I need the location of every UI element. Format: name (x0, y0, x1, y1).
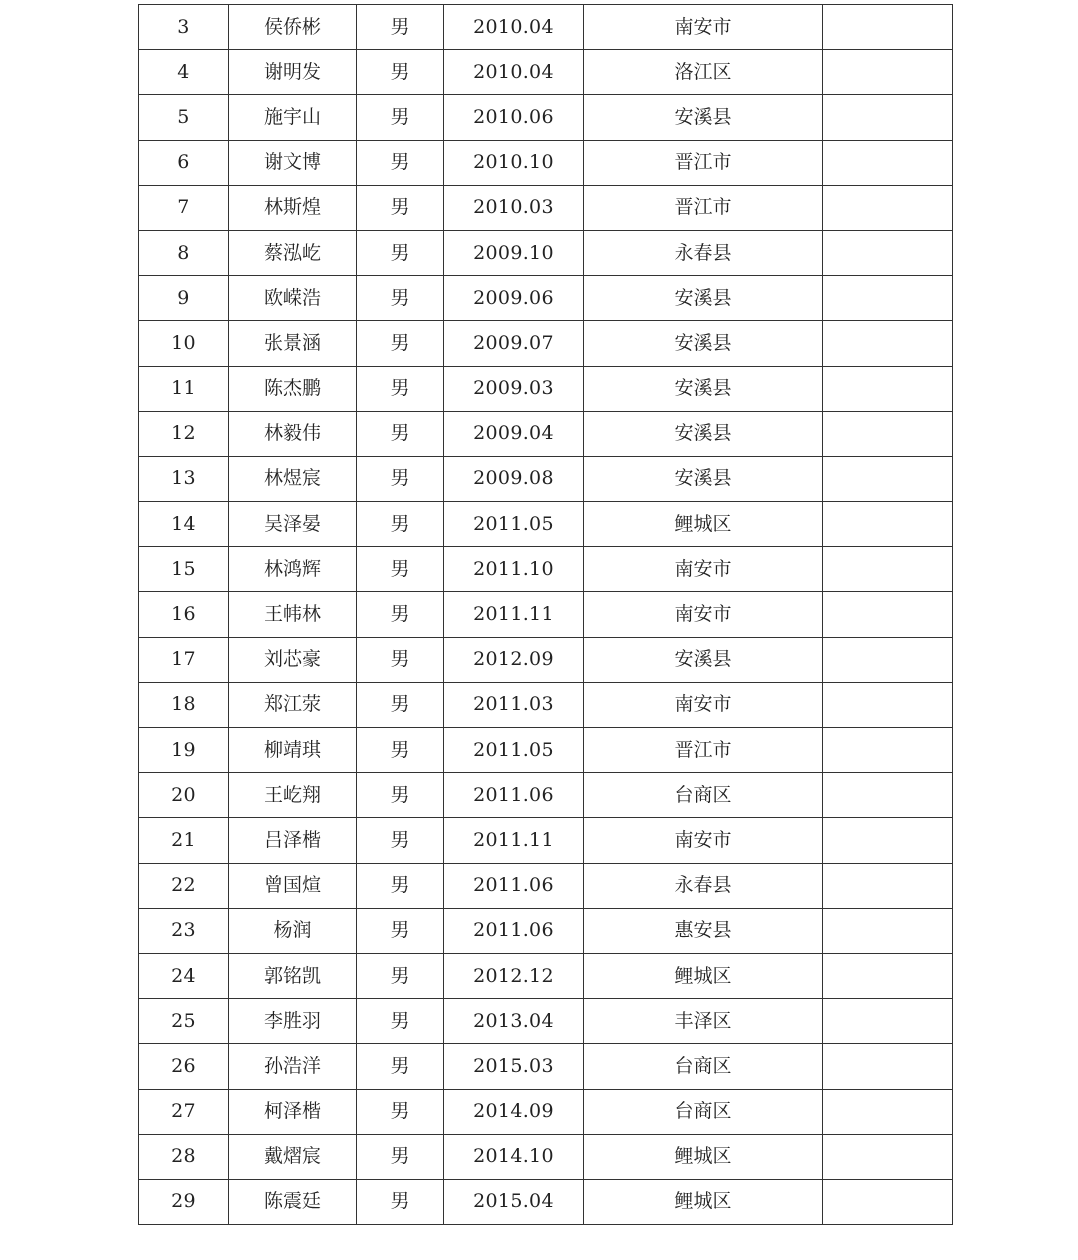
note-cell (823, 140, 953, 185)
gender-cell: 男 (357, 728, 444, 773)
region-cell: 安溪县 (584, 637, 823, 682)
gender-cell: 男 (357, 366, 444, 411)
note-cell (823, 953, 953, 998)
region-cell: 惠安县 (584, 908, 823, 953)
region-cell: 鲤城区 (584, 953, 823, 998)
row-number-cell: 27 (139, 1089, 229, 1134)
gender-cell: 男 (357, 185, 444, 230)
note-cell (823, 276, 953, 321)
table-row (139, 1179, 953, 1224)
birth-date-cell: 2010.03 (444, 185, 584, 230)
name-cell: 陈震廷 (229, 1179, 357, 1224)
table-row (139, 1134, 953, 1179)
gender-cell: 男 (357, 818, 444, 863)
birth-date-cell: 2010.04 (444, 5, 584, 50)
row-number-cell: 23 (139, 908, 229, 953)
gender-cell: 男 (357, 953, 444, 998)
name-cell: 柳靖琪 (229, 728, 357, 773)
region-cell: 台商区 (584, 1044, 823, 1089)
region-cell: 南安市 (584, 547, 823, 592)
table-row (139, 1089, 953, 1134)
roster-table (138, 4, 953, 1225)
row-number-cell: 25 (139, 999, 229, 1044)
gender-cell: 男 (357, 95, 444, 140)
name-cell: 张景涵 (229, 321, 357, 366)
note-cell (823, 185, 953, 230)
note-cell (823, 999, 953, 1044)
row-number-cell: 18 (139, 682, 229, 727)
region-cell: 南安市 (584, 682, 823, 727)
note-cell (823, 773, 953, 818)
birth-date-cell: 2012.09 (444, 637, 584, 682)
birth-date-cell: 2015.03 (444, 1044, 584, 1089)
name-cell: 柯泽楷 (229, 1089, 357, 1134)
gender-cell: 男 (357, 1089, 444, 1134)
table-row (139, 276, 953, 321)
region-cell: 南安市 (584, 5, 823, 50)
table-row (139, 456, 953, 501)
gender-cell: 男 (357, 321, 444, 366)
note-cell (823, 95, 953, 140)
row-number-cell: 11 (139, 366, 229, 411)
gender-cell: 男 (357, 276, 444, 321)
birth-date-cell: 2011.11 (444, 818, 584, 863)
region-cell: 安溪县 (584, 95, 823, 140)
table-row (139, 999, 953, 1044)
row-number-cell: 3 (139, 5, 229, 50)
gender-cell: 男 (357, 547, 444, 592)
row-number-cell: 24 (139, 953, 229, 998)
name-cell: 林毅伟 (229, 411, 357, 456)
row-number-cell: 29 (139, 1179, 229, 1224)
table-row (139, 728, 953, 773)
note-cell (823, 1089, 953, 1134)
region-cell: 鲤城区 (584, 502, 823, 547)
table-row (139, 140, 953, 185)
name-cell: 李胜羽 (229, 999, 357, 1044)
gender-cell: 男 (357, 999, 444, 1044)
table-row (139, 682, 953, 727)
table-row (139, 773, 953, 818)
name-cell: 郑江荥 (229, 682, 357, 727)
name-cell: 欧嵘浩 (229, 276, 357, 321)
note-cell (823, 411, 953, 456)
birth-date-cell: 2014.09 (444, 1089, 584, 1134)
gender-cell: 男 (357, 773, 444, 818)
region-cell: 晋江市 (584, 728, 823, 773)
birth-date-cell: 2011.10 (444, 547, 584, 592)
gender-cell: 男 (357, 1134, 444, 1179)
note-cell (823, 1134, 953, 1179)
region-cell: 鲤城区 (584, 1134, 823, 1179)
name-cell: 戴熠宸 (229, 1134, 357, 1179)
row-number-cell: 14 (139, 502, 229, 547)
table-row (139, 1044, 953, 1089)
birth-date-cell: 2009.10 (444, 230, 584, 275)
birth-date-cell: 2009.07 (444, 321, 584, 366)
region-cell: 洛江区 (584, 50, 823, 95)
table-row (139, 366, 953, 411)
birth-date-cell: 2010.10 (444, 140, 584, 185)
name-cell: 林鸿辉 (229, 547, 357, 592)
name-cell: 陈杰鹏 (229, 366, 357, 411)
region-cell: 安溪县 (584, 276, 823, 321)
name-cell: 孙浩洋 (229, 1044, 357, 1089)
name-cell: 蔡泓屹 (229, 230, 357, 275)
note-cell (823, 1044, 953, 1089)
region-cell: 晋江市 (584, 140, 823, 185)
gender-cell: 男 (357, 230, 444, 275)
table-row (139, 953, 953, 998)
birth-date-cell: 2011.06 (444, 908, 584, 953)
birth-date-cell: 2009.04 (444, 411, 584, 456)
table-row (139, 908, 953, 953)
table-row (139, 863, 953, 908)
region-cell: 鲤城区 (584, 1179, 823, 1224)
row-number-cell: 8 (139, 230, 229, 275)
note-cell (823, 682, 953, 727)
gender-cell: 男 (357, 592, 444, 637)
table-row (139, 547, 953, 592)
birth-date-cell: 2015.04 (444, 1179, 584, 1224)
region-cell: 安溪县 (584, 456, 823, 501)
note-cell (823, 456, 953, 501)
birth-date-cell: 2009.08 (444, 456, 584, 501)
birth-date-cell: 2011.11 (444, 592, 584, 637)
row-number-cell: 12 (139, 411, 229, 456)
note-cell (823, 1179, 953, 1224)
region-cell: 南安市 (584, 592, 823, 637)
row-number-cell: 21 (139, 818, 229, 863)
name-cell: 曾国煊 (229, 863, 357, 908)
birth-date-cell: 2011.05 (444, 502, 584, 547)
table-row (139, 411, 953, 456)
gender-cell: 男 (357, 1179, 444, 1224)
name-cell: 林煜宸 (229, 456, 357, 501)
birth-date-cell: 2012.12 (444, 953, 584, 998)
name-cell: 林斯煌 (229, 185, 357, 230)
row-number-cell: 9 (139, 276, 229, 321)
name-cell: 郭铭凯 (229, 953, 357, 998)
roster-table-body (139, 5, 953, 1225)
region-cell: 安溪县 (584, 321, 823, 366)
birth-date-cell: 2010.06 (444, 95, 584, 140)
note-cell (823, 5, 953, 50)
row-number-cell: 5 (139, 95, 229, 140)
table-row (139, 185, 953, 230)
row-number-cell: 16 (139, 592, 229, 637)
gender-cell: 男 (357, 637, 444, 682)
note-cell (823, 321, 953, 366)
note-cell (823, 50, 953, 95)
birth-date-cell: 2009.06 (444, 276, 584, 321)
table-row (139, 637, 953, 682)
region-cell: 台商区 (584, 1089, 823, 1134)
name-cell: 施宇山 (229, 95, 357, 140)
gender-cell: 男 (357, 50, 444, 95)
region-cell: 永春县 (584, 863, 823, 908)
table-row (139, 230, 953, 275)
gender-cell: 男 (357, 502, 444, 547)
region-cell: 丰泽区 (584, 999, 823, 1044)
row-number-cell: 22 (139, 863, 229, 908)
table-row (139, 321, 953, 366)
birth-date-cell: 2011.06 (444, 773, 584, 818)
note-cell (823, 502, 953, 547)
gender-cell: 男 (357, 682, 444, 727)
table-row (139, 502, 953, 547)
gender-cell: 男 (357, 140, 444, 185)
gender-cell: 男 (357, 908, 444, 953)
region-cell: 台商区 (584, 773, 823, 818)
note-cell (823, 863, 953, 908)
region-cell: 永春县 (584, 230, 823, 275)
gender-cell: 男 (357, 5, 444, 50)
row-number-cell: 19 (139, 728, 229, 773)
birth-date-cell: 2011.06 (444, 863, 584, 908)
name-cell: 刘芯豪 (229, 637, 357, 682)
birth-date-cell: 2009.03 (444, 366, 584, 411)
note-cell (823, 637, 953, 682)
note-cell (823, 592, 953, 637)
name-cell: 杨润 (229, 908, 357, 953)
name-cell: 王帏林 (229, 592, 357, 637)
table-row (139, 592, 953, 637)
row-number-cell: 17 (139, 637, 229, 682)
region-cell: 南安市 (584, 818, 823, 863)
name-cell: 谢文博 (229, 140, 357, 185)
name-cell: 吕泽楷 (229, 818, 357, 863)
birth-date-cell: 2010.04 (444, 50, 584, 95)
row-number-cell: 10 (139, 321, 229, 366)
row-number-cell: 6 (139, 140, 229, 185)
region-cell: 安溪县 (584, 411, 823, 456)
birth-date-cell: 2014.10 (444, 1134, 584, 1179)
note-cell (823, 230, 953, 275)
roster-sheet (138, 4, 952, 1225)
row-number-cell: 26 (139, 1044, 229, 1089)
row-number-cell: 20 (139, 773, 229, 818)
name-cell: 谢明发 (229, 50, 357, 95)
gender-cell: 男 (357, 1044, 444, 1089)
birth-date-cell: 2013.04 (444, 999, 584, 1044)
table-row (139, 5, 953, 50)
gender-cell: 男 (357, 411, 444, 456)
row-number-cell: 28 (139, 1134, 229, 1179)
birth-date-cell: 2011.05 (444, 728, 584, 773)
row-number-cell: 7 (139, 185, 229, 230)
note-cell (823, 547, 953, 592)
name-cell: 侯侨彬 (229, 5, 357, 50)
table-row (139, 95, 953, 140)
name-cell: 吴泽晏 (229, 502, 357, 547)
gender-cell: 男 (357, 863, 444, 908)
note-cell (823, 366, 953, 411)
gender-cell: 男 (357, 456, 444, 501)
note-cell (823, 818, 953, 863)
note-cell (823, 908, 953, 953)
name-cell: 王屹翔 (229, 773, 357, 818)
table-row (139, 818, 953, 863)
note-cell (823, 728, 953, 773)
region-cell: 晋江市 (584, 185, 823, 230)
row-number-cell: 13 (139, 456, 229, 501)
row-number-cell: 15 (139, 547, 229, 592)
row-number-cell: 4 (139, 50, 229, 95)
region-cell: 安溪县 (584, 366, 823, 411)
table-row (139, 50, 953, 95)
birth-date-cell: 2011.03 (444, 682, 584, 727)
